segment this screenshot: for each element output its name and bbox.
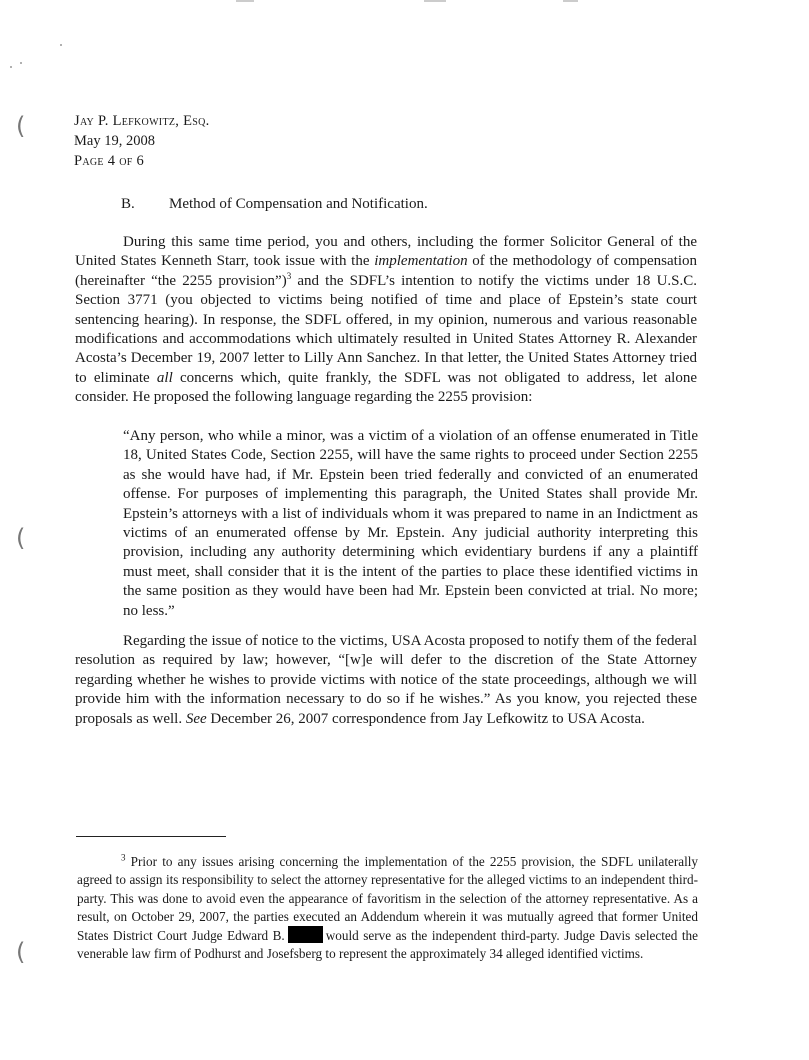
footnote-number: 3 [121, 852, 126, 863]
body-paragraph-1: During this same time period, you and others, including the former Solicitor General of the United States Kenneth Starr, took issue with the implementation of the methodology of compensation (hereinafter “the 2255 provision”)$^3$ and the SDFL’s intention to notify the victims under 18 U.S.C. Section 3771 (you objected to victims being notified of time and place of Epstein’s state court sentencing hearing). In response, the SDFL offered, in my opinion, numerous and various reasonable modifications and accommodations which ultimately resulted in United States Attorney R. Alexander Acosta’s December 19, 2007 letter to Lilly Ann Sanchez. In that letter, the United States Attorney tried to eliminate all concerns which, quite frankly, the SDFL was not obligated to address, let alone consider. He proposed the following language regarding the 2255 provision: [75, 234, 698, 406]
scan-edge-mark [563, 0, 578, 2]
margin-punch-mark: ( [16, 112, 26, 140]
margin-punch-mark: ( [16, 524, 26, 552]
recipient-name: Jay P. Lefkowitz, Esq. [74, 113, 210, 129]
emphasis-all: all [156, 369, 173, 386]
scan-speck [20, 62, 22, 64]
block-quote: “Any person, who while a minor, was a victim of a violation of an offense enumerated in Title 18, United States Code, Section 2255, will have the same rights to proceed under Section 2255 as she would have had, if Mr. Epstein been tried federally and convicted of an enumerated offense. For purposes of implementing this paragraph, the United States shall provide Mr. Epstein’s attorneys with a list of individuals whom it was prepared to name in an Indictment as victims of an enumerated offense by Mr. Epstein. Any judicial authority interpreting this provision, including any authority determining which evidentiary burdens if any a plaintiff must meet, shall consider that it is the intent of the parties to place these identified victims in the same position as they would have been had Mr. Epstein been convicted at trial. No more; no less.” [123, 428, 698, 619]
letter-header [74, 111, 210, 171]
footnote-divider [76, 836, 226, 837]
section-number: B. [121, 196, 135, 212]
scan-speck [60, 44, 62, 46]
letter-date: May 19, 2008 [74, 133, 155, 149]
footnote: $^3$ Prior to any issues arising concerning the implementation of the 2255 provision, the SDFL unilaterally agreed to assign its responsibility to select the attorney representative for the alleged victims to an independent third-party. This was done to avoid even the appearance of favoritism in the selection of the attorney representative. As a result, on October 29, 2007, the parties executed an Addendum wherein it was mutually agreed that former United States District Court Judge Edward B. would serve as the independent third-party. Judge Davis selected the venerable law firm of Podhurst and Josefsberg to represent the approximately 34 alleged identified victims. [77, 852, 698, 962]
emphasis-see: See [185, 710, 207, 727]
scan-edge-mark [236, 0, 254, 2]
redaction-box [288, 926, 323, 943]
page-number: Page 4 of 6 [74, 153, 145, 169]
body-paragraph-2: Regarding the issue of notice to the victims, USA Acosta proposed to notify them of the federal resolution as required by law; however, “[w]e will defer to the discretion of the State Attorney regarding whether he wishes to provide victims with notice of the state proceedings, although we will provide him with the information necessary to do so if he wishes.” As you know, you rejected these proposals as well. See December 26, 2007 correspondence from Jay Lefkowitz to USA Acosta. [75, 633, 697, 727]
section-title: Method of Compensation and Notification. [169, 196, 428, 212]
scan-speck [10, 66, 12, 68]
section-heading [121, 196, 428, 213]
margin-punch-mark: ( [16, 938, 26, 966]
scan-edge-mark [424, 0, 446, 2]
emphasis-implementation: implementation [374, 253, 468, 270]
footnote-reference: 3 [286, 270, 292, 281]
